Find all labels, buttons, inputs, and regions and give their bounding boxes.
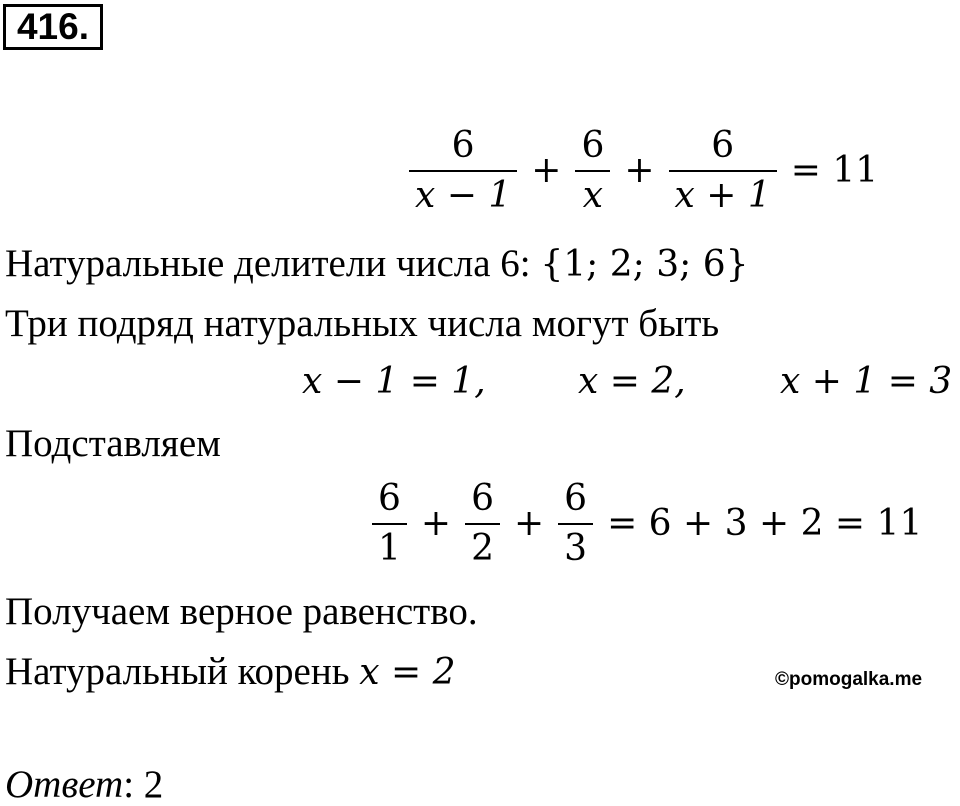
three-consecutive-line: Три подряд натуральных числа могут быть [5,302,720,345]
root-line [5,652,456,691]
denominator: 3 [564,528,588,569]
answer-line [5,765,163,804]
fraction-6-over-x-plus-1 [669,125,777,216]
numerator: 6 [564,478,588,519]
plus-sign: + [420,503,452,544]
numerator: 6 [378,478,401,519]
denominator: 1 [378,528,401,569]
assignment-x-minus-1: x − 1 = 1, [302,361,486,402]
plus-sign: + [513,503,545,544]
root-value: x = 2 [359,652,456,693]
divisors-line [5,244,749,283]
numerator: 6 [711,125,735,166]
substitute-line: Подставляем [5,422,221,465]
assignment-x-plus-1: x + 1 = 3 [780,361,953,402]
numerator: 6 [451,125,475,166]
denominator: x [582,175,604,216]
plus-sign: + [624,150,655,191]
plus-sign: + [531,150,562,191]
watermark: ©pomogalka.me [775,669,923,690]
assignment-x: x = 2, [578,361,686,402]
equation-rhs: = 11 [790,150,879,191]
denominator: 2 [471,528,494,569]
problem-number: 416. [3,4,103,50]
numerator: 6 [581,125,605,166]
equation-rhs: = 6 + 3 + 2 = 11 [607,503,923,544]
root-text: Натуральный корень [5,650,350,693]
fraction-6-over-1 [372,478,407,569]
result-line: Получаем верное равенство. [5,590,478,633]
answer-label: Ответ [5,763,124,806]
fraction-6-over-x-minus-1 [409,125,517,216]
equation-substituted [368,478,932,569]
equation-main [405,125,888,216]
divisors-set: {1; 2; 3; 6} [540,244,749,285]
denominator: x − 1 [415,175,512,216]
fraction-6-over-x [575,125,610,216]
answer-value: : 2 [123,763,164,806]
denominator: x + 1 [674,175,771,216]
fraction-6-over-3 [558,478,593,569]
fraction-6-over-2 [465,478,500,569]
divisors-text: Натуральные делители числа 6: [5,242,531,285]
numerator: 6 [471,478,494,519]
